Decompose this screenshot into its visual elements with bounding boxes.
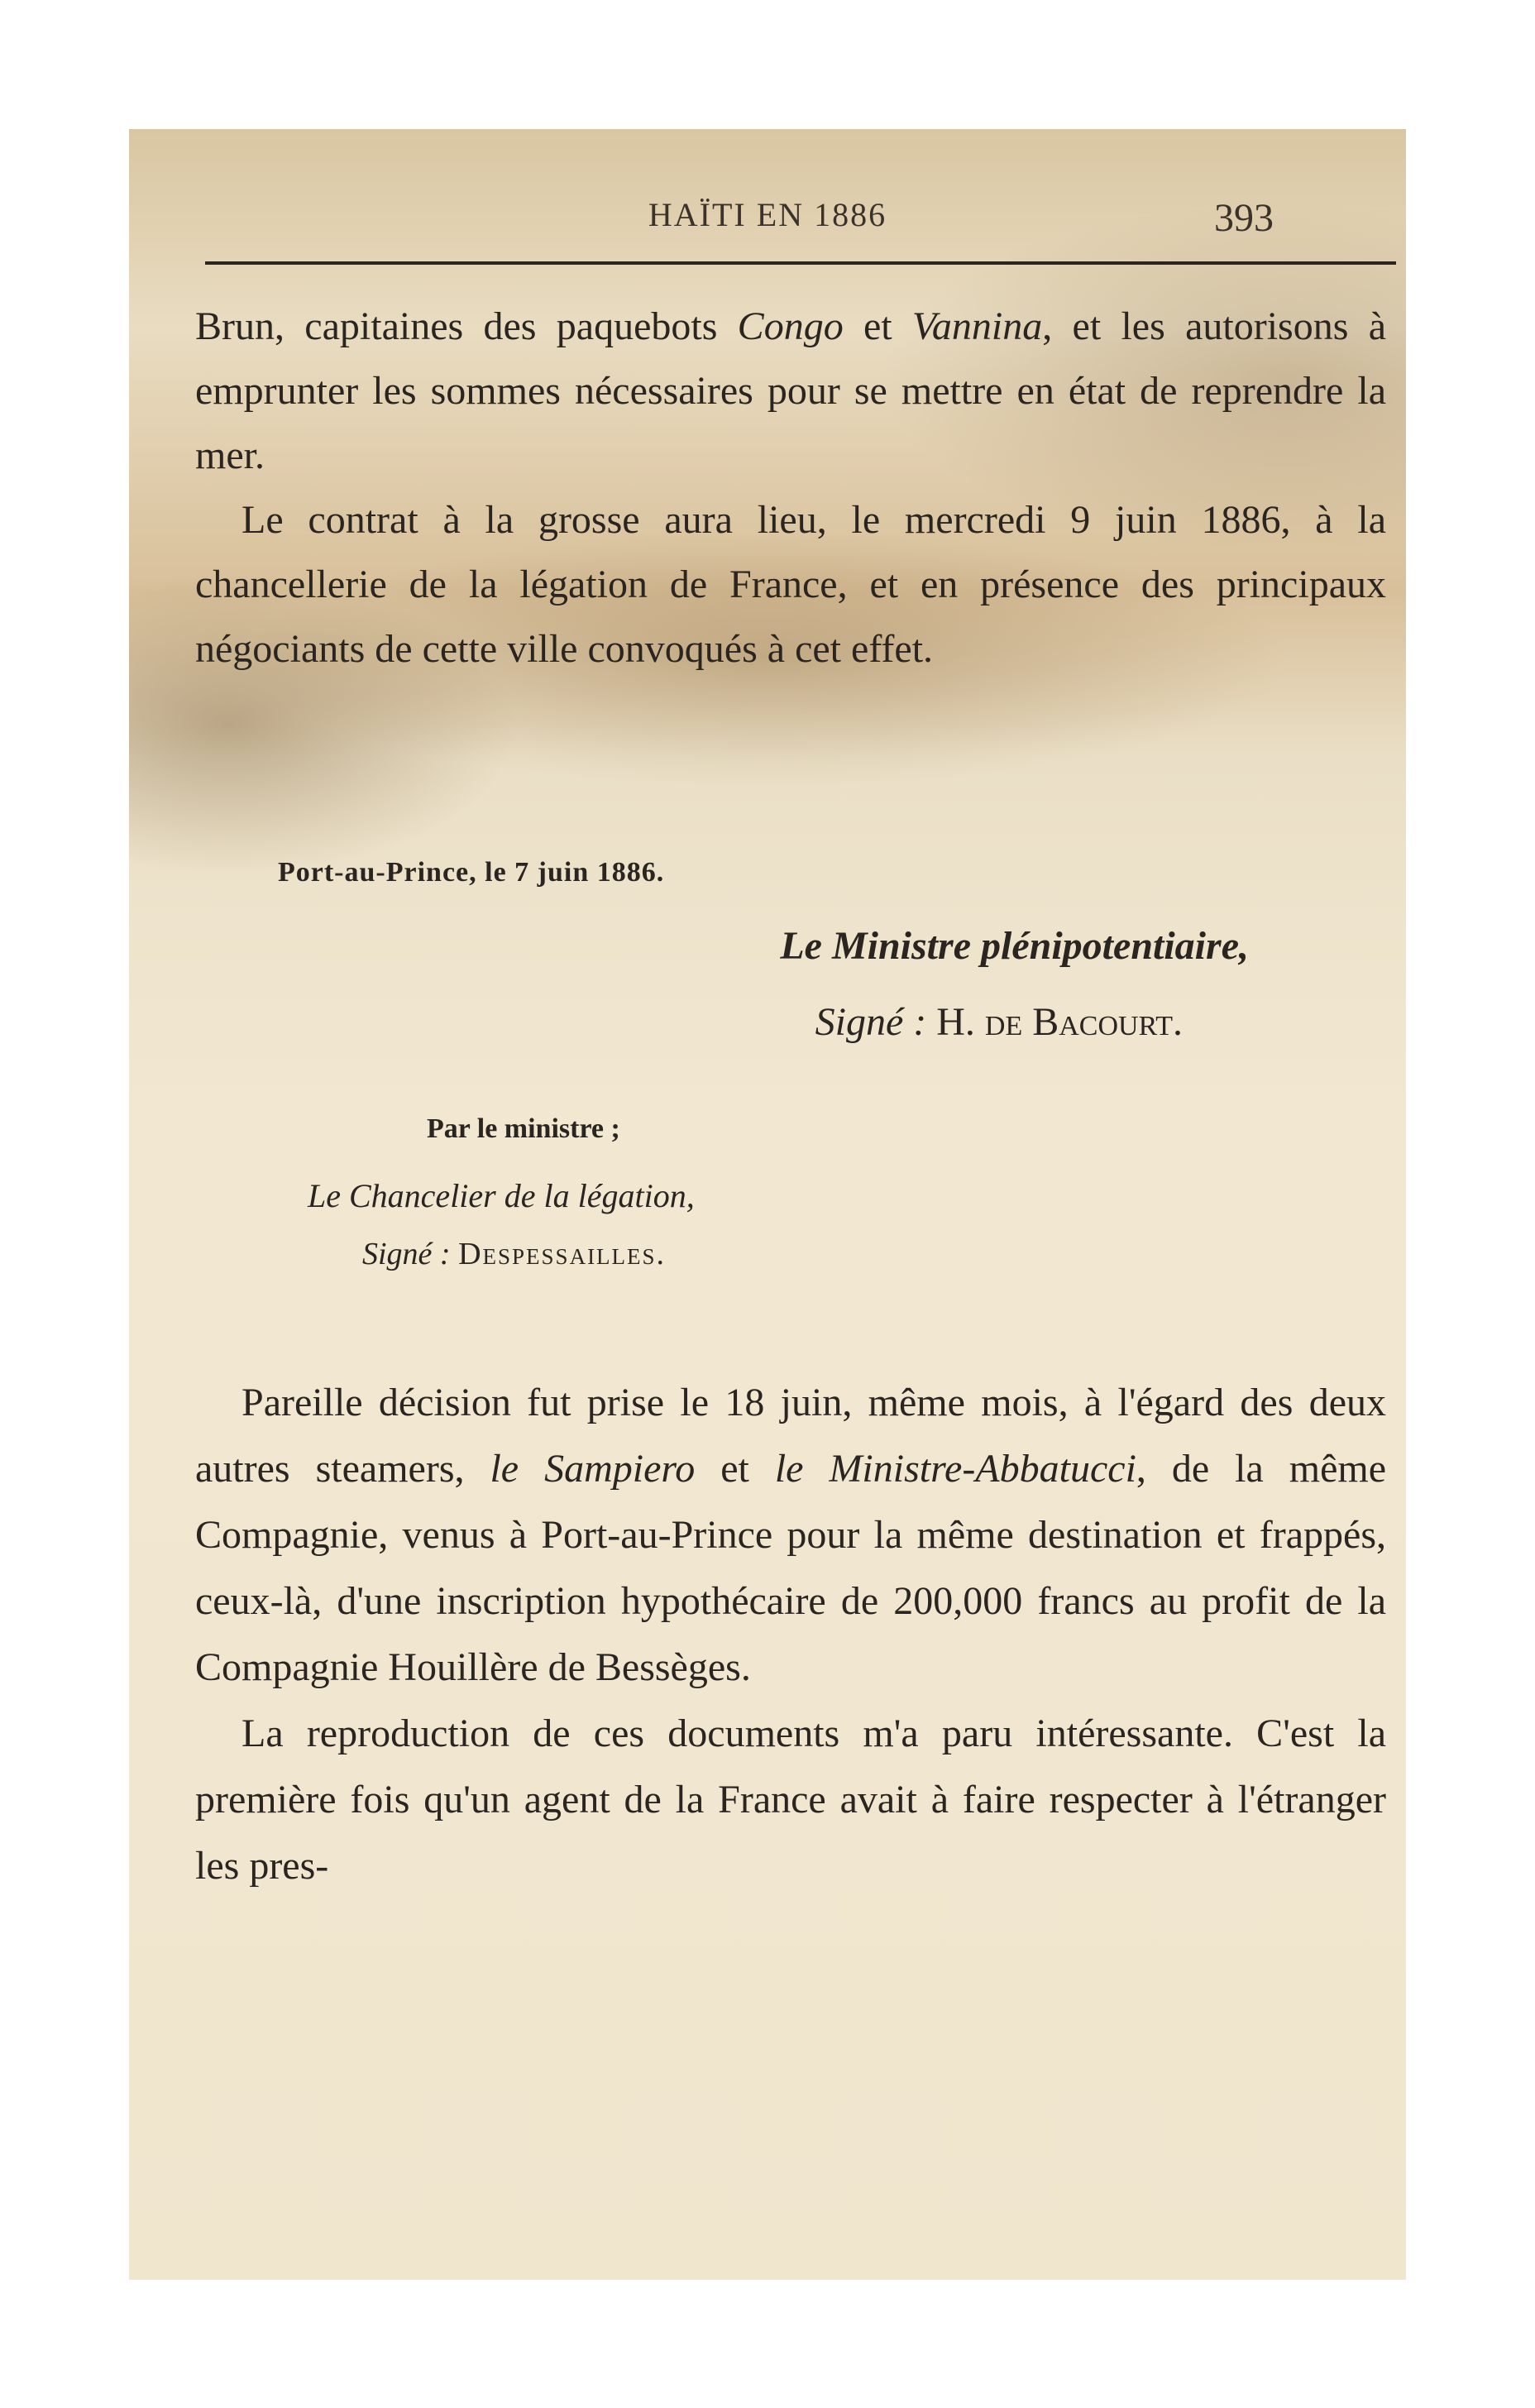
signe-label-2: Signé : (362, 1237, 451, 1271)
book-page (129, 129, 1406, 2280)
minister-signature (815, 999, 1183, 1045)
minister-name: Bacourt. (1032, 1000, 1183, 1044)
header-rule (205, 261, 1396, 265)
running-title: HAÏTI EN 1886 (648, 196, 887, 233)
chancelier-title: Le Chancelier de la légation, (308, 1177, 695, 1214)
minister-title: Le Ministre plénipotentiaire, (780, 924, 1249, 968)
running-head (129, 195, 1406, 245)
page-number: 393 (1214, 196, 1274, 240)
paragraph-3 (195, 1370, 1386, 1701)
paragraph-4: La reproduction de ces documents m'a paru intéressante. C'est la première fois qu'un agent de la France avait à faire respecter à l'étranger les pres- (195, 1711, 1386, 1888)
p3-text-start: Pareille décision fut prise le 18 juin, même mois, à l'égard des deux autres steamers, (195, 1381, 1386, 1491)
ship-name-sampiero: le Sampiero (490, 1447, 696, 1491)
signe-label: Signé : (815, 1000, 927, 1044)
p3-text-end: , de la même Compagnie, venus à Port-au-Prince pour la même destination et frappés, ceux-là, d'une inscription hypothécaire de 200,000 francs au profit de la Compagnie Houillère de Bessèges. (195, 1447, 1387, 1689)
paragraph-1 (195, 294, 1386, 682)
chancelier-signature (362, 1236, 666, 1272)
minister-name-prefix: H. de (936, 1000, 1023, 1044)
p1-text-start: Brun, capitaines des paquebots (195, 304, 738, 348)
dateline: Port-au-Prince, le 7 juin 1886. (278, 857, 665, 888)
ship-name-congo: Congo (737, 304, 844, 348)
ship-name-vannina: Vannina (911, 304, 1043, 348)
p1-text-mid: et (843, 304, 912, 348)
p1-text-end: , et les autorisons à emprunter les sommes nécessaires pour se mettre en état de reprendre la mer. (195, 304, 1386, 477)
ship-name-abbatucci: le Ministre-Abbatucci (774, 1447, 1136, 1491)
par-le-ministre: Par le ministre ; (427, 1113, 620, 1144)
chancelier-name: Despessailles. (458, 1237, 667, 1271)
paragraph-2: Le contrat à la grosse aura lieu, le mercredi 9 juin 1886, à la chancellerie de la légation de France, et en présence des principaux négociants de cette ville convoqués à cet effet. (195, 498, 1386, 671)
p3-text-mid: et (695, 1447, 775, 1491)
paragraph-3-block (195, 1370, 1386, 1899)
